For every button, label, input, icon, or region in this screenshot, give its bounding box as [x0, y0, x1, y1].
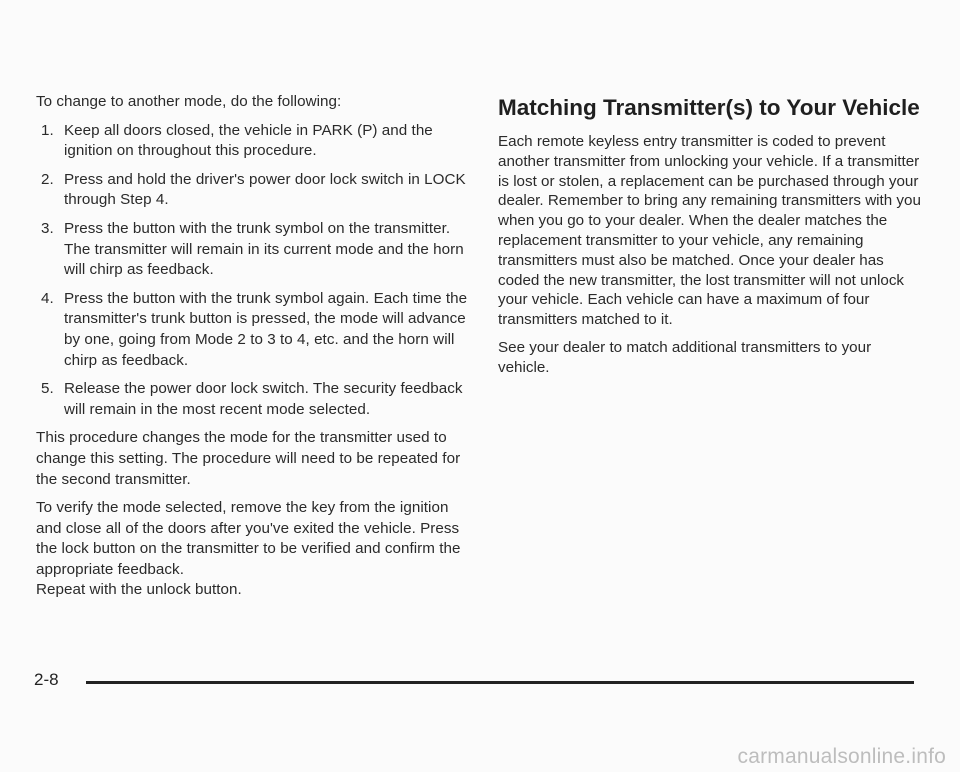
- step-number: 1.: [41, 121, 54, 139]
- step-text: Press and hold the driver's power door lock switch in LOCK through Step 4.: [64, 170, 466, 209]
- left-column: [36, 92, 468, 609]
- step-text: Keep all doors closed, the vehicle in PARK (P) and the ignition on throughout this procedure.: [64, 121, 433, 160]
- step-number: 2.: [41, 170, 54, 188]
- section-heading: Matching Transmitter(s) to Your Vehicle: [498, 95, 920, 120]
- intro-paragraph: To change to another mode, do the following:: [36, 93, 342, 110]
- footer-rule: [86, 681, 914, 684]
- step-text: Press the button with the trunk symbol again. Each time the transmitter's trunk button is pressed, the mode will advance by one, going from Mode 2 to 3 to 4, etc. and the horn will chirp as feedback.: [64, 289, 468, 369]
- step-item: [36, 219, 468, 281]
- step-number: 4.: [41, 289, 54, 307]
- body-paragraph: Each remote keyless entry transmitter is coded to prevent another transmitter from unlocking your vehicle. If a transmitter is lost or stolen, a replacement can be purchased through your dealer. Remember to bring any remaining transmitters with you when you go to your dealer. When the dealer matches the replacement transmitter to your vehicle, any remaining transmitters must also be matched. Once your dealer has coded the new transmitter, the lost transmitter will not unlock your vehicle. Each vehicle can have a maximum of four transmitters matched to it.: [498, 133, 921, 329]
- body-paragraph: Repeat with the unlock button.: [36, 581, 242, 599]
- step-item: [36, 170, 468, 211]
- watermark: carmanualsonline.info: [737, 745, 946, 768]
- procedure-steps: [36, 121, 468, 421]
- step-item: [36, 379, 468, 420]
- step-text: Release the power door lock switch. The security feedback will remain in the most recent mode selected.: [64, 380, 463, 418]
- right-column: [498, 94, 926, 386]
- step-item: [36, 289, 468, 371]
- step-number: 3.: [41, 219, 54, 237]
- body-paragraph: To verify the mode selected, remove the key from the ignition and close all of the doors after you've exited the vehicle. Press the lock button on the transmitter to be verified and confirm the appropriate feedback.: [36, 499, 461, 578]
- step-number: 5.: [41, 380, 54, 398]
- page-number: 2-8: [34, 670, 59, 689]
- step-text: Press the button with the trunk symbol on the transmitter. The transmitter will remain in its current mode and the horn will chirp as feedback.: [64, 219, 464, 279]
- body-paragraph: See your dealer to match additional transmitters to your vehicle.: [498, 338, 872, 376]
- body-paragraph: This procedure changes the mode for the transmitter used to change this setting. The procedure will need to be repeated for the second transmitter.: [36, 429, 461, 488]
- step-item: [36, 121, 468, 162]
